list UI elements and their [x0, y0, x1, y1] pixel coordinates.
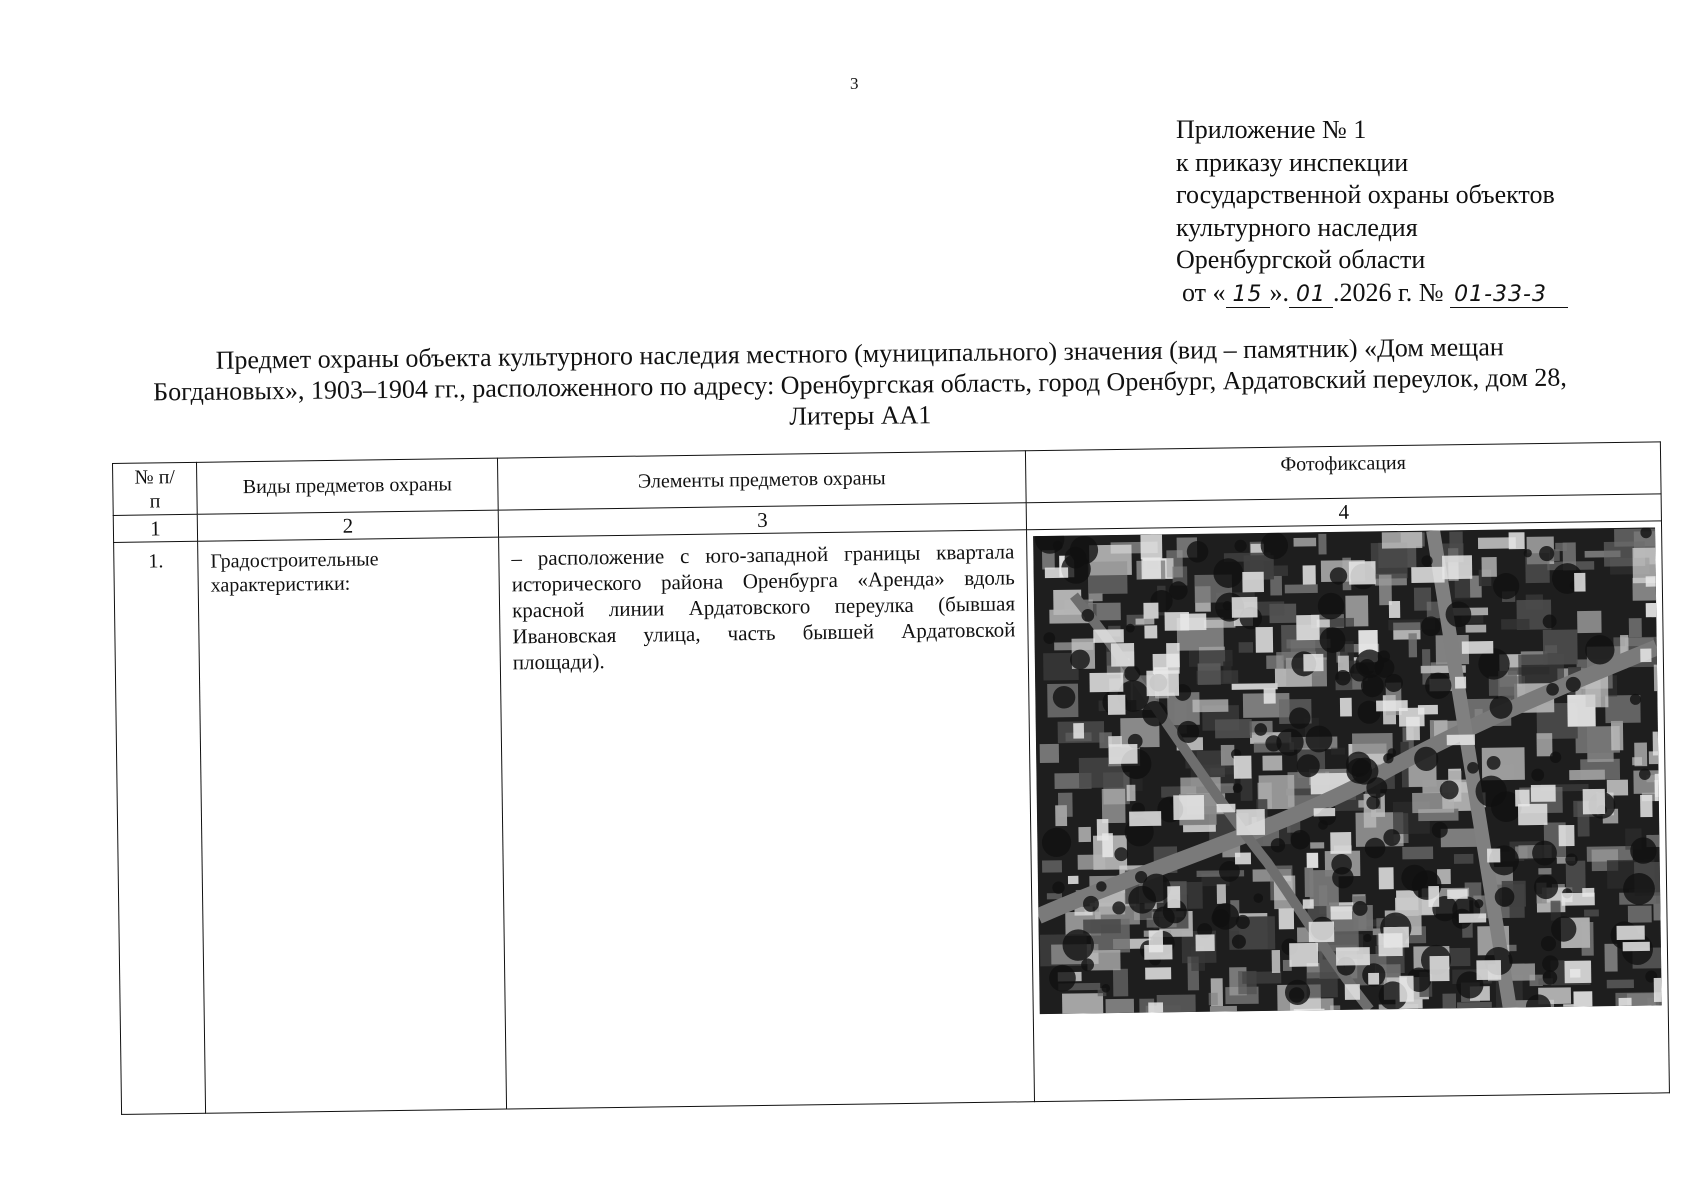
handwritten-day: 15 — [1226, 283, 1270, 308]
row-number: 1. — [114, 541, 206, 1114]
date-prefix: от « — [1182, 277, 1226, 307]
table-row — [114, 521, 1670, 1115]
header-photo: Фотофиксация — [1025, 442, 1661, 503]
appendix-line: культурного наследия — [1176, 212, 1418, 242]
handwritten-order-number: 01-33-3 — [1450, 283, 1568, 308]
column-number: 4 — [1026, 494, 1661, 530]
row-photo-cell — [1027, 521, 1670, 1102]
aerial-photo — [1033, 527, 1662, 1014]
header-elements: Элементы предметов охраны — [497, 451, 1026, 510]
row-type: Градостроительные характеристики: — [198, 537, 507, 1113]
column-number: 2 — [197, 510, 498, 541]
appendix-date-line — [1182, 277, 1568, 310]
date-mid: ». — [1269, 277, 1290, 307]
protection-table-wrapper — [112, 441, 1669, 1115]
title-line: Литеры АА1 — [789, 400, 932, 431]
title-line: Богдановых», 1903–1904 гг., расположенного по адресу: Оренбургская область, город Оренбург, Ардатовский переулок, дом 28, — [153, 362, 1567, 407]
title-line: Предмет охраны объекта культурного наследия местного (муниципального) значения (вид – памятник) «Дом мещан — [215, 332, 1504, 375]
protection-table — [112, 441, 1670, 1115]
page-number: 3 — [850, 74, 859, 93]
document-title — [70, 330, 1651, 440]
appendix-line: Оренбургской области — [1176, 245, 1426, 274]
row-elements: – расположение с юго-западной границы квартала исторического района Оренбурга «Аренда» вдоль красной линии Ардатовского переулка (бывшая Ивановская улица, часть бывшей Ардатовской площади). — [499, 530, 1035, 1109]
header-num: № п/п — [113, 462, 198, 515]
appendix-line: Приложение № 1 — [1176, 115, 1367, 144]
appendix-block — [1176, 114, 1568, 309]
header-types: Виды предметов охраны — [196, 458, 498, 514]
appendix-line: государственной охраны объектов — [1176, 180, 1555, 209]
handwritten-month: 01 — [1289, 283, 1333, 308]
column-number: 3 — [498, 503, 1026, 537]
column-number: 1 — [113, 514, 197, 542]
date-year: .2026 г. № — [1333, 277, 1444, 307]
aerial-photo-image — [1033, 527, 1662, 1014]
appendix-line: к приказу инспекции — [1176, 147, 1409, 177]
